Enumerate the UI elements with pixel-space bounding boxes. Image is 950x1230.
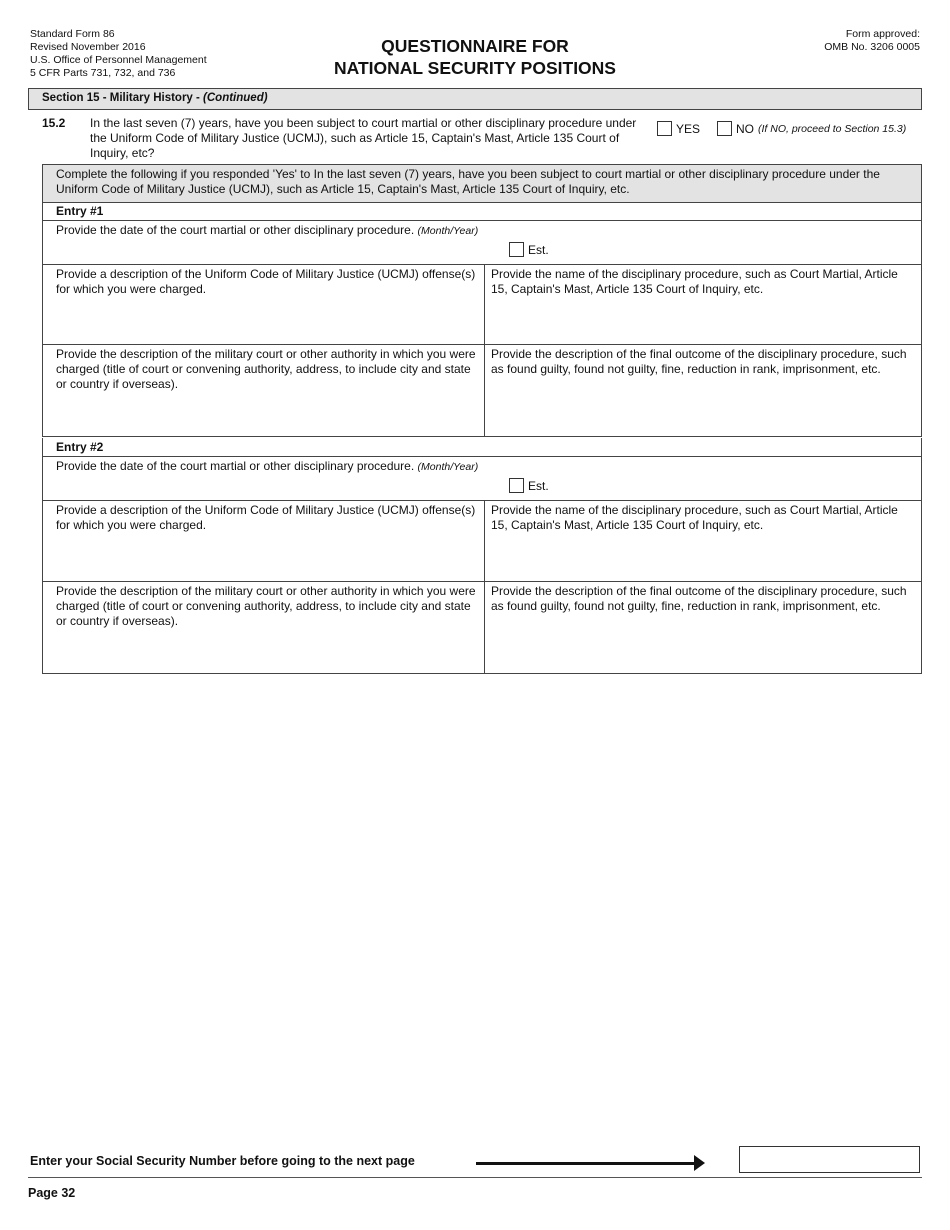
page-title: [0, 35, 950, 79]
date-label-text: Provide the date of the court martial or other disciplinary procedure.: [56, 223, 415, 237]
estimated-label: Est.: [528, 242, 549, 257]
outcome-field[interactable]: Provide the description of the final outcome of the disciplinary procedure, such as found guilty, found not guilty, fine, reduction in rank, imprisonment, etc.: [491, 584, 907, 613]
date-label-text: Provide the date of the court martial or other disciplinary procedure.: [56, 459, 415, 473]
omb-approval: [824, 28, 920, 54]
revision-date: Revised November 2016: [30, 41, 146, 53]
page-number: Page 32: [28, 1186, 76, 1200]
date-row[interactable]: [43, 457, 921, 501]
estimated-option: [509, 478, 549, 493]
section-title: Section 15 - Military History -: [42, 92, 204, 104]
offense-procedure-row: [43, 265, 921, 345]
court-outcome-row: [43, 345, 921, 437]
yes-option: [657, 121, 700, 136]
arrow-right-icon: [694, 1155, 705, 1171]
court-outcome-row: [43, 582, 921, 674]
yes-label: YES: [676, 121, 701, 136]
ssn-prompt: Enter your Social Security Number before going to the next page: [30, 1154, 415, 1168]
entry-title: Entry #2: [43, 438, 921, 457]
date-row[interactable]: [43, 221, 921, 265]
estimated-checkbox[interactable]: [509, 478, 524, 493]
estimated-label: Est.: [528, 478, 549, 493]
entry-title: Entry #1: [43, 202, 921, 221]
date-label: [56, 223, 478, 237]
estimated-checkbox[interactable]: [509, 242, 524, 257]
agency-name: U.S. Office of Personnel Management: [30, 54, 207, 66]
question-text: In the last seven (7) years, have you been subject to court martial or other disciplinary procedure under the Uniform Code of Military Justice (UCMJ), such as Article 15, Captain's Mast, Article 135 Court of Inquiry, etc?: [90, 116, 637, 160]
no-label: NO: [736, 121, 754, 136]
section-continued: (Continued): [203, 92, 268, 104]
footer-divider: [28, 1177, 922, 1178]
offense-field[interactable]: Provide a description of the Uniform Code of Military Justice (UCMJ) offense(s) for which you were charged.: [43, 265, 485, 344]
form-approved-label: Form approved:: [845, 28, 920, 40]
date-label: [56, 459, 478, 473]
date-format: (Month/Year): [417, 461, 479, 473]
no-option: [717, 121, 906, 136]
estimated-option: [509, 242, 549, 257]
entry-1: [42, 202, 922, 437]
court-field[interactable]: Provide the description of the military court or other authority in which you were charged (title of court or convening authority, address, to include city and state or country if overseas).: [43, 345, 485, 436]
procedure-field[interactable]: Provide the name of the disciplinary procedure, such as Court Martial, Article 15, Captain's Mast, Article 135 Court of Inquiry, etc.: [491, 503, 898, 532]
no-checkbox[interactable]: [717, 121, 732, 136]
arrow-line: [476, 1162, 696, 1165]
offense-procedure-row: [43, 501, 921, 582]
court-field[interactable]: Provide the description of the military court or other authority in which you were charged (title of court or convening authority, address, to include city and state or country if overseas).: [43, 582, 485, 673]
instructions-box: Complete the following if you responded 'Yes' to In the last seven (7) years, have you been subject to court martial or other disciplinary procedure under the Uniform Code of Military Justice (UCMJ), such as Article 15, Captain's Mast, Article 135 Court of Inquiry, etc.: [42, 164, 922, 203]
entry-2: [42, 438, 922, 674]
form-name: Standard Form 86: [30, 28, 115, 40]
no-note: (If NO, proceed to Section 15.3): [758, 122, 907, 135]
title-line-1: QUESTIONNAIRE FOR: [381, 36, 569, 56]
cfr-reference: 5 CFR Parts 731, 732, and 736: [30, 67, 176, 79]
outcome-field[interactable]: Provide the description of the final outcome of the disciplinary procedure, such as found guilty, found not guilty, fine, reduction in rank, imprisonment, etc.: [491, 347, 907, 376]
omb-number: OMB No. 3206 0005: [824, 41, 920, 53]
ssn-input[interactable]: [739, 1146, 920, 1173]
procedure-field[interactable]: Provide the name of the disciplinary procedure, such as Court Martial, Article 15, Captain's Mast, Article 135 Court of Inquiry, etc.: [491, 267, 898, 296]
question-number: 15.2: [42, 116, 66, 130]
yes-checkbox[interactable]: [657, 121, 672, 136]
section-header: [28, 88, 922, 110]
title-line-2: NATIONAL SECURITY POSITIONS: [334, 58, 616, 78]
offense-field[interactable]: Provide a description of the Uniform Code of Military Justice (UCMJ) offense(s) for which you were charged.: [43, 501, 485, 581]
date-format: (Month/Year): [417, 225, 479, 237]
